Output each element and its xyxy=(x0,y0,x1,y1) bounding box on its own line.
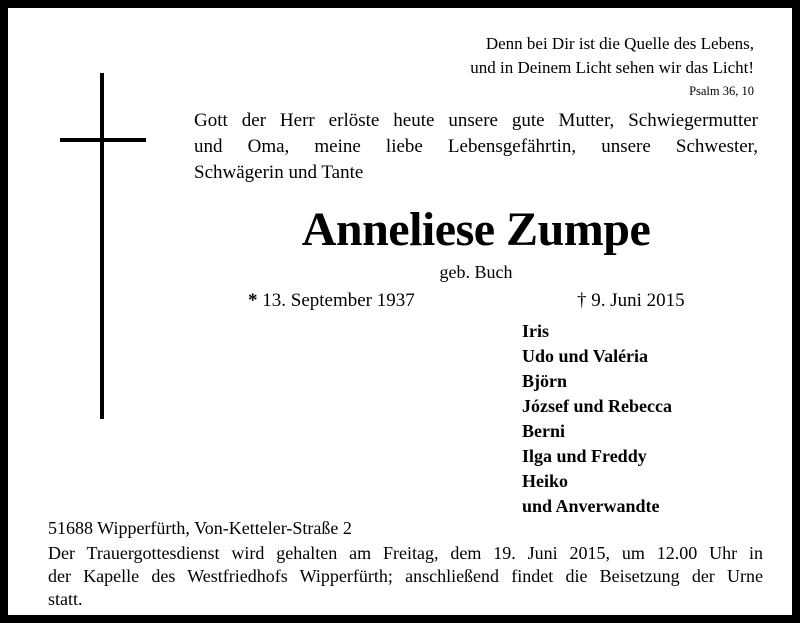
deceased-name: Anneliese Zumpe xyxy=(301,203,651,256)
birth-date-line xyxy=(248,288,415,314)
mourner-item: Udo und Valéria xyxy=(522,346,649,366)
funeral-notice xyxy=(48,542,763,611)
notice-line-3: statt. xyxy=(48,589,83,609)
intro-line-3: Schwägerin und Tante xyxy=(194,162,364,183)
mourner-item: Iris xyxy=(522,321,549,341)
intro-line-1: Gott der Herr erlöste heute unsere gute Mutter, Schwiegermutter xyxy=(194,110,758,131)
death-date: 9. Juni 2015 xyxy=(591,290,685,311)
family-address: 51688 Wipperfürth, Von-Ketteler-Straße 2 xyxy=(48,518,352,538)
mourner-item: József und Rebecca xyxy=(522,396,672,416)
birth-star-icon: * xyxy=(248,290,258,311)
maiden-name: geb. Buch xyxy=(439,262,513,282)
notice-line-1: Der Trauergottesdienst wird gehalten am Freitag, dem 19. Juni 2015, um 12.00 Uhr in xyxy=(48,543,763,563)
mourner-item: und Anverwandte xyxy=(522,496,660,516)
death-dagger-icon: † xyxy=(577,290,587,311)
mourner-item: Björn xyxy=(522,371,567,391)
verse-reference: Psalm 36, 10 xyxy=(689,84,754,98)
mourner-item: Heiko xyxy=(522,471,569,491)
intro-text xyxy=(194,108,758,186)
cross-horizontal-bar xyxy=(60,138,146,142)
verse-line-1: Denn bei Dir ist die Quelle des Lebens, xyxy=(485,34,754,53)
intro-line-2: und Oma, meine liebe Lebensgefährtin, unsere Schwester, xyxy=(194,136,758,157)
mourner-item: Ilga und Freddy xyxy=(522,446,647,466)
mourners-list xyxy=(522,319,672,519)
cross-vertical-bar xyxy=(100,73,104,419)
death-date-line xyxy=(577,288,685,314)
verse-line-2: und in Deinem Licht sehen wir das Licht! xyxy=(470,58,754,77)
mourner-item: Berni xyxy=(522,421,565,441)
birth-date: 13. September 1937 xyxy=(262,290,415,311)
bible-verse xyxy=(470,32,754,100)
notice-line-2: der Kapelle des Westfriedhofs Wipperfürth; anschließend findet die Beisetzung der Urne xyxy=(48,566,763,586)
